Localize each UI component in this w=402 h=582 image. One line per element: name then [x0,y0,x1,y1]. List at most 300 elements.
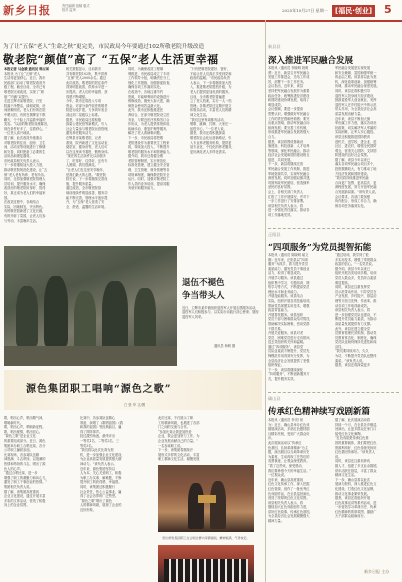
text-line: 为素材，生动再现了先烈们的 [268,454,310,459]
text-line: 红色精神的浓厚氛围，激励广 [335,509,377,514]
text-line: 为功，不断提升党员队伍整体 [335,354,377,359]
text-line: 聊天，个个脸上洋溢着幸福的 [4,117,46,122]
text-line: 作人员的业务培训，提高其服 [128,181,170,186]
text-line: 通过“四项服务”，该县党 [268,344,304,349]
text-line: 题，演出剧目以当地革命历史 [268,450,310,455]
text-line: 歌，唱出心声，唱出精气神， [4,416,46,420]
text-line: 军民融合发展是实现发展 [335,66,371,70]
page-number: 5 [384,3,392,16]
text-line: 有的敬老院新建了文化长廊， [4,209,46,214]
text-line: 社会力量参与敬老院运营管理， [66,126,111,131]
photo-ground [4,346,177,366]
text-line: 政府的温暖。”市民政局负责 [190,76,230,81]
text-line: 方经济发展和国防建设。 [335,171,371,176]
text-line: 施，提升服务质量。 [66,181,95,186]
text-line: 讲好红色故事，传承红色基因， [268,509,313,514]
text-line: 理等方面当先锋、作表率，推 [335,298,377,303]
text-line: 协调，推动军民融合深度发展。 [335,84,380,89]
text-line: 服务”为抓手，着力提升党员 [268,262,308,267]
text-line: 更好满足老人多样化需求。 [190,149,229,154]
section2-title: “四项服务”为党员提智拓能 [268,243,372,253]
text-line: 锋模范作用得到充分发挥，为 [268,354,310,359]
text-line: 化建设，打造红色文化品牌， [335,486,377,491]
text-line: “只有把敬老院建好、管好， [190,67,230,71]
text-line: 敬老院社会化运营新路径，引 [190,135,232,140]
text-line: 本报讯（通讯员 李 阳 何 [268,418,303,422]
text-line: 务室，与附近医疗机构签订合 [128,117,170,122]
text-line: 下一步，确山县将以此次 [335,477,371,482]
text-line: 素质能力，激发党员干事创业 [268,266,310,271]
text-line: 良好形象。 [80,507,96,512]
text-line: 体娱乐活动，丰富老人们的精 [190,108,232,113]
text-line: 精神文化生活。 [335,473,358,478]
text-line: 生活得更加舒心，近日，我市 [4,76,46,81]
text-line: 明显提高。 [335,280,351,285]
text-line: 加专业化、个性化的养老服务， [190,145,235,150]
section-label: [福民·创业] [332,5,375,17]
text-line: 据了解，该集团高度重视 [4,489,40,494]
text-line: 下一步，新县将继续完善 [268,162,304,167]
text-line: 发展工作推进会，总结工作成 [268,75,310,80]
section2-column-1 [268,253,332,381]
text-line: 保资金使用效益最大化。 [128,103,164,108]
text-line: 据介绍，该县今年以来已 [335,266,371,271]
text-line: 运行。同时，加强对敬老院工 [128,177,170,182]
text-line: 走进卫辉市某敬老院，只见 [4,99,43,104]
text-line: 才能让老人们真正享受到党和 [190,71,232,76]
text-line: 理、卫生管理、财务管理等各 [128,168,170,173]
text-line: 合力。 [268,134,278,139]
photo-figure [134,288,156,350]
text-line: 升，为“五保”老人营造了安 [66,200,105,205]
text-line: 细化工作措施，加强督促检查， [128,80,173,85]
header-meta [62,4,90,12]
text-line: 据介绍，我市还将健全敬 [128,154,164,159]
text-line: 比赛中，各参赛队伍精心 [80,416,116,420]
text-line: 近年来，源色集团坚持以 [80,466,116,471]
text-line: 帮助党员掌握实用技术，增强 [268,303,310,308]
text-line: 据悉，我市还将积极探索 [190,131,226,136]
section1-column-2 [335,66,399,218]
text-line: 汇报了工作开展情况，并对下 [268,194,310,199]
award-photo [158,465,254,532]
text-line: 同时，还将加强敬老院管理人 [4,177,46,182]
photo-quote [182,277,225,303]
text-line: 疾病诊治、康复护理等服务， [128,126,170,131]
text-line: 据了解，此次展演活动将 [335,418,371,422]
text-line: 退役军人投身地方经济建设， [335,93,377,98]
photo-certificate [198,495,216,503]
text-line: 此次改造，敬老院的居住条件 [66,80,108,85]
text-line: 能不断完善，管理水平逐步提 [66,195,108,200]
text-line: 会上，各相关部门负责人 [268,190,304,195]
text-line: 投资数额较大，有力推动了地 [335,167,377,172]
text-line: 效，部署下一步工作任务。 [268,79,307,84]
text-line: 实际，因地制宜，突出特色。 [4,204,46,209]
text-line: 刚）近年来，正阳县以“四项 [268,257,308,262]
text-line: 间、活动室等设施进行了修缮 [4,145,46,150]
text-line: 保各项任务落到实处。 [335,203,367,208]
text-line: 下一步，市民政局将把敬 [128,135,164,140]
text-line: 下一步，该县将继续深化 [268,367,304,372]
text-line: 组织集中学习、专题培训、网 [268,280,310,285]
text-line: 军优属工作力度，落实各项优 [335,121,377,126]
text-line: 红色资源，创作了一批优秀红 [268,486,310,491]
text-line: 同时，该县还注重培养戏 [335,459,371,464]
text-line: 组织开展各类培训多期，培训 [335,271,377,276]
text-line: 施建设、科技创新、人才培养 [268,144,310,149]
choir-column-2 [80,416,154,582]
text-line: 为）近日，确山县举办红色戏 [268,422,310,427]
text-line: 院长说，下一步将继续完善设 [66,177,108,182]
photo-caption: 近日，卫辉市某乡镇组织退役军人开展志愿服务活动，退役军人们积极参与，以实际行动践行初心使命，展现退役军人风采。 [182,306,259,319]
lead-column-3 [128,67,186,243]
text-line: 集团举办职工合唱比赛，各分 [4,443,46,448]
text-line: 工作领导小组，明确责任分工， [128,76,173,81]
text-line: 在改造过程中，各地结合 [4,200,40,205]
text-line: 接受红色文化熏陶。 [335,431,364,436]
text-line: 本报讯（通讯员 李晓明 段明 [268,66,309,70]
section1-title: 深入推进军民融合发展 [268,56,354,66]
text-line: 社会责任，热心公益事业，赢 [80,489,122,494]
text-line: 础设施条件明显改善，服务功 [66,191,108,196]
text-line: 现在条件好多了，住着舒心。” [4,126,48,131]
photo-choir-row [164,559,248,582]
text-line: 军地资源共享，实现军民融合 [268,171,310,176]
text-line: 门之间的交流与合作。 [158,425,190,430]
text-line: 致富的信心。”一名党员说。 [335,262,375,267]
choir-photo [158,545,254,582]
text-line: 公司职工踊跃参加。 [4,448,33,453]
text-line: 看到，院内新建了文化活动室、 [66,140,111,145]
text-line: 断提升党员能力素质，为推动 [335,317,377,322]
text-line: 起很开心。”一位老人说。 [190,126,227,131]
lead-column-2 [66,67,124,243]
masthead: 新乡日报 [3,4,51,17]
text-line: “参加比赛让我更加热爱 [158,429,192,434]
text-line: 此次展演活动以“传承红 [268,440,302,445]
text-line: 活力，取得了明显成效。 [268,271,304,276]
text-line: 巩固军政军民团结，营造拥军 [268,180,310,185]
photo-quote-line: 退伍不褪色 [182,278,225,288]
text-line: “我们这里每周都有活动， [190,117,227,122]
text-line: 间宽敞明亮。老人们有的在院 [4,108,46,113]
choir-column-1 [4,416,76,582]
text-line: 干群关系。 [268,326,284,331]
text-line: 同时，为确保改造工程顺 [128,67,164,71]
text-line: 等奖3名。 [80,443,95,448]
text-line: 激发养老服务活力。 [66,131,95,136]
text-line: “通过合唱比赛，进一步 [4,471,38,476]
text-line: 高质量发展提供有力支撑。 [335,321,374,326]
text-line: 观念，营造关心国防、支持国 [335,148,377,153]
text-line: 明显成效。 [268,102,284,107]
text-line: 比赛现场，各参赛队伍精 [4,452,40,457]
text-line: 标准化管理，建立健全安全管 [128,163,170,168]
photo-figure [188,483,204,529]
text-line: 此外，该县还建立健全党 [335,326,371,331]
text-line: 会议强调，要进一步提高 [268,107,304,112]
text-line: 形成推进军民融合发展的强大 [268,130,310,135]
text-line: 党员、困难党员进行走访慰问， [268,335,313,340]
text-line: 的重要组成部分。近日，源色 [4,438,46,443]
text-line: 探索公建民营等新模式，引入 [66,122,108,127]
text-line: 促进、共同发展。 [268,157,294,162]
text-line: 员教育常态化、制度化，确保 [335,335,377,340]
text-line: 理论水平和业务能力。 [268,289,300,294]
text-line: “我们要持续用力，久久 [335,349,369,354]
text-line: 常年活跃在基层，丰富了群众 [335,468,377,473]
text-line: “源色之歌”唱出了源色 [80,498,112,503]
text-line: 色戏剧作品，在全县巡回演出， [268,491,313,496]
section3-title: 传承红色精神续写戏剧新篇 [268,407,371,417]
text-line: 该县还积极推进国防教育 [335,134,371,139]
lead-column-4 [190,67,262,243]
text-line: 唱歌、跳舞、打牌，大家在一 [190,122,232,127]
text-line: “通过培训，我学到了很 [335,253,369,257]
text-line: 质量发展贡献力量。 [335,111,364,116]
text-line: 作协议，为老人提供常规体检、 [128,122,173,127]
text-line: 热情和昂扬的斗志，唱出了源 [4,461,46,466]
photo-figure [102,281,128,351]
text-line: 利推进，市民政局成立了专项 [128,71,170,76]
section3-tag: 确山县 [268,396,281,401]
text-line: 目前，全市敬老院普遍建 [190,94,226,99]
text-line: 持续一个月，在全县各乡镇巡 [335,422,377,427]
column-divider [265,20,266,582]
text-line: 员示范带动作用，引导党员在 [335,289,377,294]
text-line: 步提高，老人们的幸福感、获 [66,89,108,94]
text-line: 人表示，下一步将继续加大投 [190,80,232,85]
text-line: 的必由之路。该县将以此为契 [335,75,377,80]
text-line: 该县相关负责人表示，将 [268,203,304,208]
text-line: 值”“内涵”双提升。 [4,94,32,99]
lead-col1-lines [4,72,62,224]
text-line: 机，进一步加强企业文化建设， [80,452,125,457]
text-line: 为全县经济社会发展凝聚强大 [268,514,310,519]
choir-photo-caption: 图为源色集团职工在合唱比赛中深情演唱，精神饱满，气势恢宏。 [162,536,250,540]
text-line: “让老人们在这里安享晚年， [66,168,106,173]
text-line: 据悉，该县将围绕基础设 [268,139,304,144]
section-divider [268,392,399,393]
photo-quote-line: 争当带头人 [182,291,225,301]
text-line: 坚持把军民融合发展作为重要 [268,88,310,93]
text-line: 鼓励退役军人创业就业，发挥 [335,98,377,103]
text-line: 合发展新局面。”该负责人说。 [335,190,379,195]
text-line: 英勇事迹，让观众深受教育。 [268,459,310,464]
text-line: 和国防建设协调发展，取得了 [268,98,310,103]
text-line: 在改造中，各地注重节约 [128,89,164,94]
text-line: 民政部门启动了敬老院改造升 [4,80,46,85]
text-line: “五保”老人2000余名。通过 [66,76,107,81]
text-line: 神文化生活。 [190,112,210,117]
text-line: 和完善，同时配备了必要的生 [4,149,46,154]
text-line: 致富带富能力。 [268,308,291,313]
text-line: 推动文化事业繁荣发展。 [335,491,371,496]
text-line: 得感不断增强。 [66,94,89,99]
text-line: 合向更广范围、更高层次、更 [335,180,377,185]
section-divider [268,228,399,229]
text-line: 共有敬老院102所，集中供养 [66,71,108,76]
text-line: 职工精神文化生活，凝聚发展 [158,457,200,462]
header-meta-line: 校对 监审 [62,8,76,12]
text-line: 敬老院的服务水平和管理能力。 [128,149,173,154]
text-line: 老人们提供更加优质的服务。 [190,89,232,94]
text-line: 管理。各敬老院还定期开展文 [190,103,232,108]
lead-subtitle: 为了让“五保”老人“生命之秋”更完美，市民政局今年要通过102所敬老院升级改造 [3,44,205,50]
text-line: 实际困难，让军人安心服役。 [335,130,377,135]
text-line: 立了老人档案，实行一人一档 [190,99,232,104]
text-line: 开展学习服务。该县通过 [268,275,304,280]
text-line: “看了这些戏，深受感动， [268,463,305,468]
text-line: 一位观众说。 [268,473,288,478]
photo-figure [210,481,226,529]
text-line: 送去党组织的关怀和温暖。 [268,340,307,345]
text-line: 向上的企业氛围。 [4,503,30,508]
text-line: 大干部群众砥砺前行。 [335,514,367,519]
text-line: 下一步将继续加大投入力度， [4,163,46,168]
text-line: 抚政策，切实解决军人军属的 [335,125,377,130]
text-line: 等领域，深化军民融合，推动 [268,148,310,153]
text-line: 一步工作进行了安排部署。 [268,199,307,204]
section3-column-1 [268,418,332,566]
text-line: 确保各项工作落到实处。 [128,85,164,90]
text-line: 得了社会各界的广泛赞誉。 [80,494,119,499]
text-line: 展形式多样的文化活动，丰富 [158,452,200,457]
text-line: “四项服务”，不断创新服务方 [268,372,310,377]
text-line: 为职工办实事、解难题，不断 [80,475,122,480]
text-line: 经济社会发展和国防建设相互 [268,153,310,158]
text-line: 增强了职工的凝聚力和向心力， [4,475,49,480]
text-line: 工的精神风貌，也增进了各部 [158,420,200,425]
text-line: 激发了职工干事创业的热情。” [4,480,48,485]
text-line: 市民政局相关负责人表示， [4,158,43,163]
text-line: 员培训，提升服务水平，确保 [4,181,46,186]
text-line: 与劳动，丰富晚年生活。 [4,218,40,223]
text-line: 进一步加强党员队伍建设，不 [335,312,377,317]
text-line: 防建设的良好社会氛围。 [335,153,371,158]
text-line: 企业发展贡献自己的力量。” [158,438,198,443]
text-line: 养结合，在部分敬老院设立医 [128,112,170,117]
text-line: 解决了老人看病难问题。 [128,131,164,136]
header-meta-line: 责任编辑 组稿 版式 [62,4,90,8]
text-line: 同时，该县还注重发挥党 [335,285,371,290]
page-header [0,0,402,22]
text-line: 勇）近日，新县召开军民融合 [268,70,310,75]
text-line: 园。 [4,195,11,200]
text-line: 神动力。”该负责人表示。 [80,461,117,466]
text-line: 开展技能服务。该县结合 [268,294,304,299]
text-line: 人照顾，我们很满足。” [66,163,100,168]
text-line: 活用品和康复器材。 [4,154,33,159]
section3-column-2 [335,418,399,566]
text-line: 近年来，该县不断加大拥 [335,116,371,121]
text-line: 企业文化建设，通过开展丰富 [4,494,46,499]
text-line: 抓，持续加大投入，不断提升 [128,145,170,150]
text-line: 会议要求，各部门要加强 [335,194,371,199]
text-line: 社区、进农村，增强全民国防 [335,144,377,149]
veterans-photo [4,246,177,366]
text-line: 党员队伍始终保持先进性和纯 [335,340,377,345]
text-line: 院进行改扩建，力争到年底全 [66,108,108,113]
text-line: 机，深化改革创新，加强统筹 [335,79,377,84]
text-line: 近年来，确山县高度重视 [268,477,304,482]
text-line: 员队伍素质不断提升，党员先 [268,349,310,354]
text-line: 继续加大红色戏剧创作力度， [268,505,310,510]
text-line: 部达到二星级以上标准。 [66,112,102,117]
text-line: 员教育管理长效机制，推动党 [335,331,377,336]
text-line: 一位老人高兴地说。 [4,131,33,136]
choir-column-3 [158,416,258,462]
text-line: 为企业高质量发展提供强大精 [80,457,122,462]
text-line: 营造了浓厚的红色文化氛围。 [268,496,310,501]
section1-tag: 新县县 [268,44,281,49]
text-line: 络学习等方式，不断提高党员 [268,285,310,290]
text-line: 人的精神风貌，展现了企业的 [80,503,122,508]
section2-column-2 [335,253,399,381]
text-line: 本报讯 为了让“五保”老人 [4,71,41,76]
text-line: 相关数据显示，目前我市 [66,67,102,71]
text-line: 一名参赛职工说。 [158,443,184,448]
text-line: 我们要珍惜今天的幸福生活。” [268,468,312,473]
lead-byline: 本报记者 马金娥 通讯员 韩占国 [4,67,49,71]
text-line: 和安全兼顾、富国和强军统一 [335,70,377,75]
text-line: 多彩的文体活动，营造了积极 [4,498,46,503]
text-line: 改造后的敬老院用得好、管得 [4,186,46,191]
text-line: 评。 [268,436,275,441]
text-line: 本报讯（通讯员 陈晓明 郝文 [268,253,309,257]
text-line: 和我的祖国》等经典曲目，赢 [80,425,122,430]
text-line: 开展关爱服务。该县对老 [268,331,304,336]
text-line: 集团相关负责人说。 [4,484,33,489]
text-line: “我们将持续推进军民融 [335,176,369,181]
text-line: 爱民的良好氛围。 [268,185,294,190]
photo-figure [74,291,96,351]
text-line: 老院管理制度，实行规范化、 [128,158,170,163]
text-line: 回演出，让更多群众在家门口 [335,427,377,432]
text-line: 色基因，弘扬革命精神”为主 [268,445,308,450]
text-line: 神饱满、斗志昂扬，以饱满的 [4,457,46,462]
text-line: 深度发展。同时加强双拥共建， [268,176,313,181]
photo-figure [16,286,38,346]
text-line: 据悉，市民政局还将积极 [66,117,102,122]
text-line: 老院建设作为重要民生工程来 [128,140,170,145]
text-line: 说。 [335,454,342,459]
text-line: 同时，该县还将积极引导 [335,88,371,93]
text-line: 以在这里读书看报、锻炼身体。 [66,149,111,154]
text-line: 务意识和服务能力。 [128,186,157,191]
text-line: 进机关、进学校、进企业、进 [335,139,377,144]
text-line: 歌，唱出心声，唱响新征程。 [4,425,46,430]
text-line: 该县相关负责人表示，将 [335,308,371,313]
text-line: 据悉，该县还将组织开展 [335,496,371,501]
choir-headline: 源色集团职工唱响“源色之歌” [26,384,172,395]
text-line: 素质。”该负责人说。 [335,358,366,363]
text-line: 中晒太阳，有的在棋牌室下棋 [4,112,46,117]
text-line: 深程度发展，努力开创军民融 [335,185,377,190]
text-line: 多实用技术，增强了带领群众 [335,257,377,262]
text-line: 笑容。“以前的敬老院设施陈旧， [4,122,51,127]
photo-figure [44,276,68,346]
text-line: 好，真正成为老人们的幸福家 [4,191,46,196]
text-line: 党员干部与困难群众结对帮扶， [268,317,313,322]
text-line: 今年，我市还将投入专项 [66,99,102,104]
text-line: 精神力量。 [268,519,284,524]
choir-credit: □ 张 华 文/图 [124,403,146,407]
text-line: 院落干净整洁，绿树成荫，房 [4,103,46,108]
text-line: 协作配合，形成工作合力，确 [335,199,377,204]
text-line: 工作的责任感和使命感；要突 [268,116,310,121]
